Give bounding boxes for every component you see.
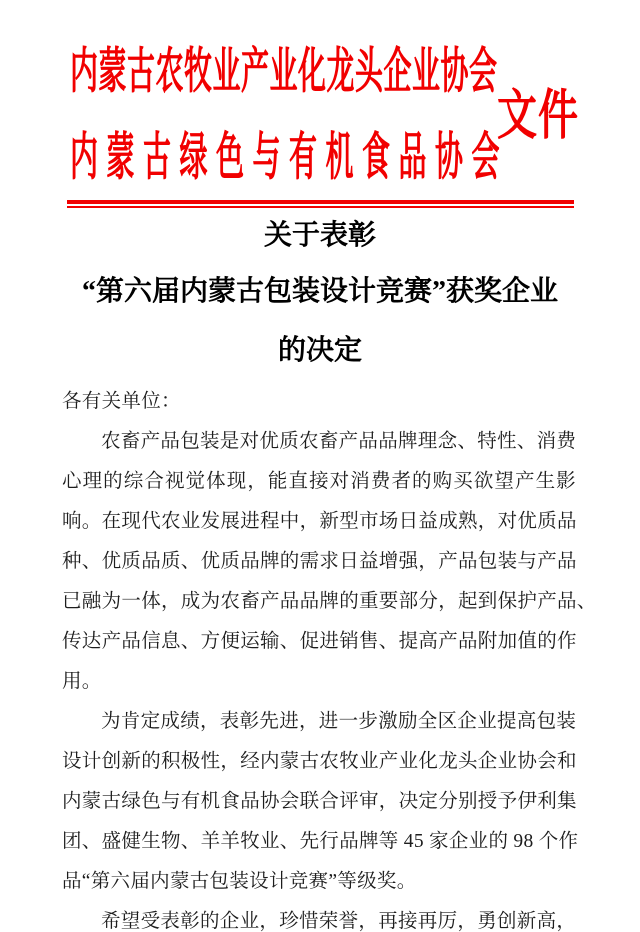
body-line: 已融为一体，成为农畜产品品牌的重要部分，起到保护产品、: [62, 591, 597, 612]
document-title-line-1: 关于表彰: [263, 220, 376, 251]
letterhead-separator-rule: [67, 200, 574, 208]
body-line: 希望受表彰的企业，珍惜荣誉，再接再厉，勇创新高，: [101, 911, 577, 932]
document-title-line-2: “第六届内蒙古包装设计竞赛”获奖企业: [81, 276, 558, 307]
body-line: 种、优质品质、优质品牌的需求日益增强，产品包装与产品: [62, 551, 577, 572]
body-line: 响。在现代农业发展进程中，新型市场日益成熟，对优质品: [62, 511, 577, 532]
body-line: 品“第六届内蒙古包装设计竞赛”等级奖。: [62, 871, 417, 892]
body-line: 用。: [62, 671, 102, 692]
document-title-line-3: 的决定: [277, 335, 362, 366]
body-line: 内蒙古绿色与有机食品协会联合评审，决定分别授予伊利集: [62, 791, 577, 812]
separator-thin-line: [67, 206, 574, 208]
letterhead-org-name-1: 内蒙古农牧业产业化龙头企业协会: [70, 45, 498, 100]
body-line: 各有关单位：: [62, 391, 181, 412]
letterhead-doc-type-label: 文件: [497, 84, 579, 146]
body-line: 农畜产品包装是对优质农畜产品品牌理念、特性、消费: [101, 431, 577, 452]
document-body: [62, 382, 597, 932]
body-line: 心理的综合视觉体现，能直接对消费者的购买欲望产生影: [62, 471, 576, 492]
body-line: 传达产品信息、方便运输、促进销售、提高产品附加值的作: [62, 631, 577, 652]
body-line: 团、盛健生物、羊羊牧业、先行品牌等 45 家企业的 98 个作: [62, 831, 579, 852]
body-line: 设计创新的积极性，经内蒙古农牧业产业化龙头企业协会和: [62, 751, 577, 772]
body-line: 为肯定成绩，表彰先进，进一步激励全区企业提高包装: [101, 711, 577, 732]
letterhead-org-name-2: 内蒙古绿色与有机食品协会: [70, 130, 509, 188]
